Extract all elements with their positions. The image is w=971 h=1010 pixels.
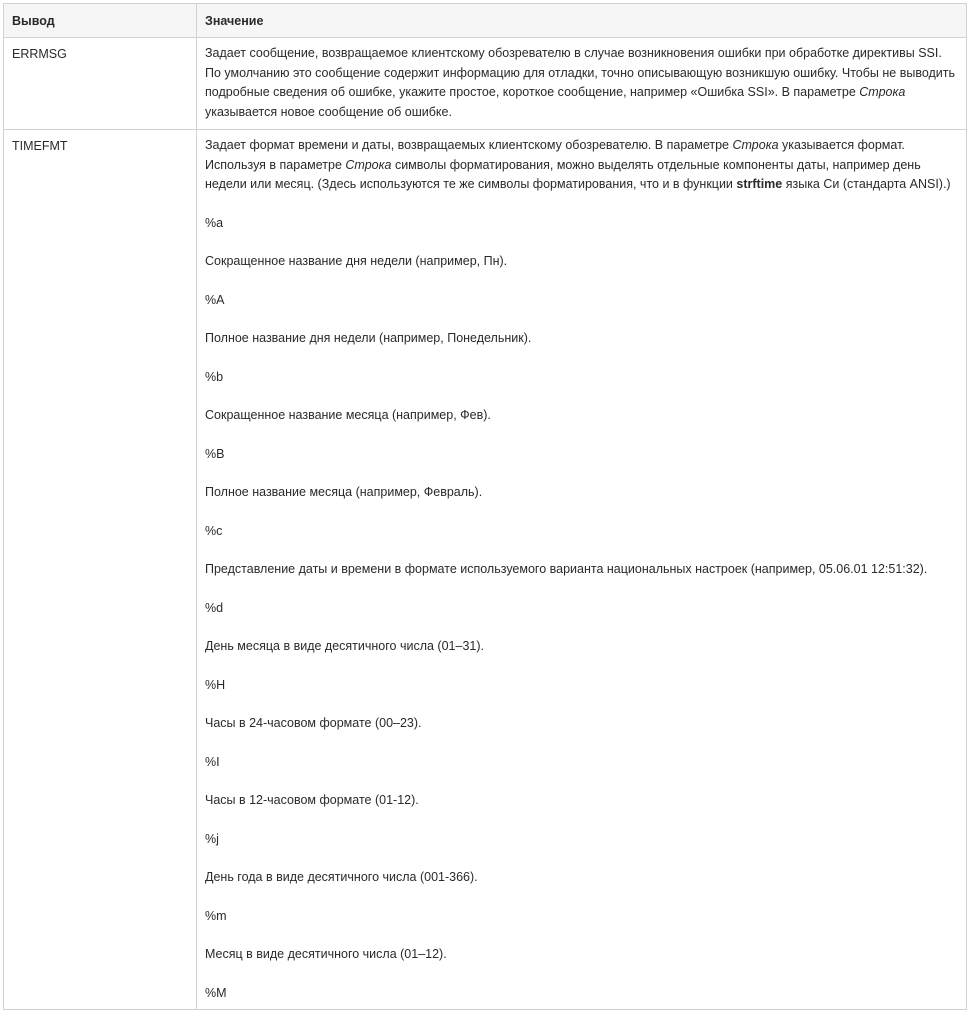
timefmt-function-name: strftime [736,177,783,191]
format-code: %b [205,369,224,384]
ssi-directives-table [3,3,967,1010]
errmsg-text-part: Задает сообщение, возвращаемое клиентскому обозревателю в случае возникновения ошибки при обработке директивы SSI. По умолчанию это сообщение содержит информацию для отладки, точно описывающую возникшую ошибку. Чтобы не выводить подробные сведения об ошибке, укажите простое, короткое сообщение, например «Ошибка SSI». В параметре [205,46,956,99]
timefmt-intro [205,136,958,195]
row-value-errmsg [197,38,967,130]
errmsg-text-part: указывается новое сообщение об ошибке. [205,104,452,119]
errmsg-description [205,44,958,122]
format-description: Сокращенное название месяца (например, Фев). [205,408,491,422]
errmsg-param-name: Строка [859,85,906,99]
format-code: %c [205,523,223,538]
format-code: %d [205,600,224,615]
format-description: Месяц в виде десятичного числа (01–12). [205,947,447,961]
timefmt-text-part: символы форматирования, можно выделять отдельные компоненты даты, например день недели или месяц. (Здесь используются те же символы форматирования, что и в функции [205,157,921,191]
header-output: Вывод [4,4,197,38]
format-code: %j [205,831,219,846]
format-description: День месяца в виде десятичного числа (01–31). [205,639,484,653]
format-description: Представление даты и времени в формате используемого варианта национальных настроек (например, 05.06.01 12:51:32). [205,562,928,576]
format-code: %A [205,292,225,307]
row-key-errmsg: ERRMSG [4,38,197,130]
format-code: %H [205,677,226,692]
format-description: Часы в 12-часовом формате (01-12). [205,793,419,807]
format-description: День года в виде десятичного числа (001-366). [205,870,478,884]
format-description: Сокращенное название дня недели (например, Пн). [205,254,508,268]
timefmt-text-part: Задает формат времени и даты, возвращаемых клиентскому обозревателю. В параметре [205,138,733,152]
table-row [4,130,967,1010]
header-value: Значение [197,4,967,38]
format-description: Часы в 24-часовом формате (00–23). [205,716,422,730]
timefmt-param-name: Строка [732,138,779,152]
timefmt-text-part: языка Си (стандарта ANSI).) [782,177,951,191]
format-code: %B [205,446,225,461]
format-code: %M [205,985,227,1000]
table-header-row [4,4,967,38]
format-code: %a [205,215,224,230]
timefmt-param-name: Строка [345,157,392,172]
format-code: %I [205,754,220,769]
format-code: %m [205,908,227,923]
row-key-timefmt: TIMEFMT [4,130,197,1010]
timefmt-text-part: указывается формат. Используя в параметре [205,138,905,172]
table-row [4,38,967,130]
row-value-timefmt [197,130,967,1010]
format-description: Полное название месяца (например, Февраль). [205,485,483,499]
format-description: Полное название дня недели (например, Понедельник). [205,331,532,345]
